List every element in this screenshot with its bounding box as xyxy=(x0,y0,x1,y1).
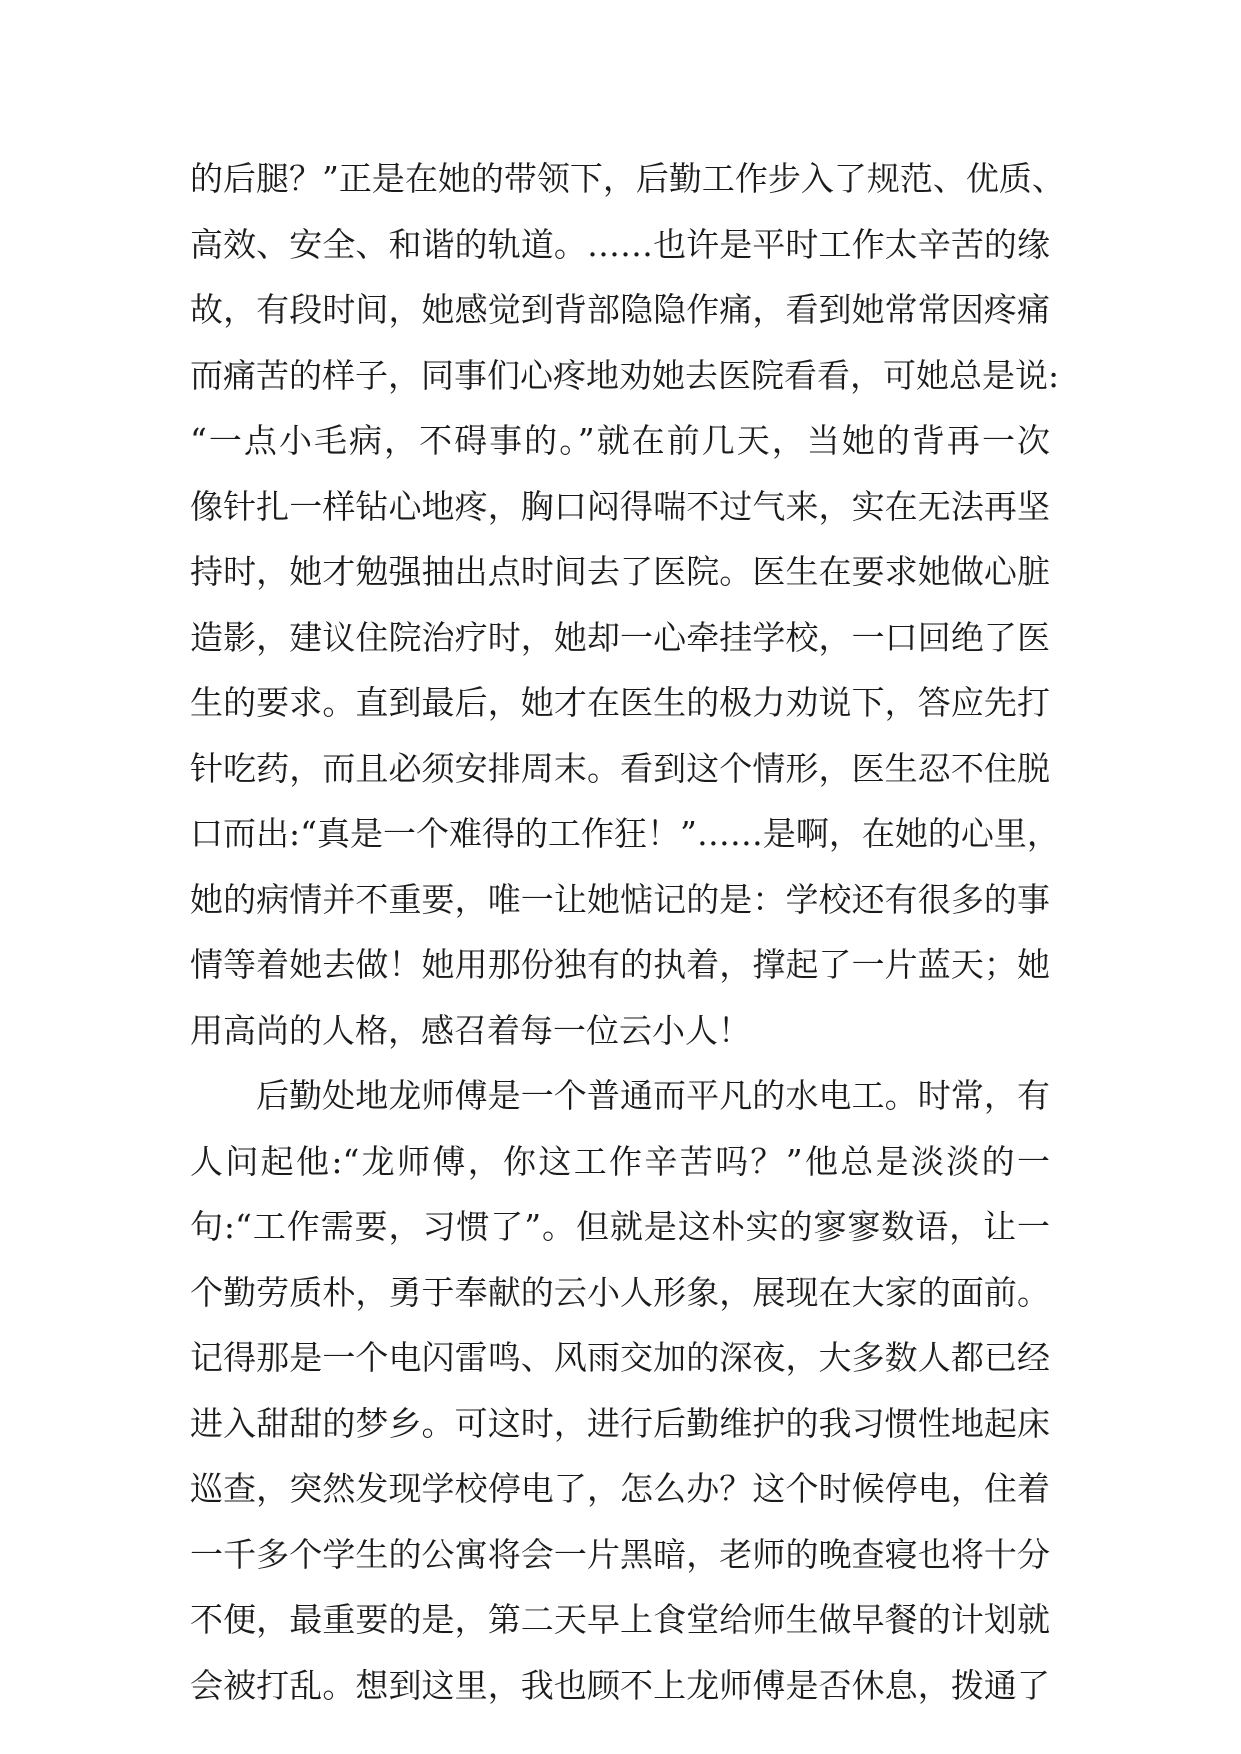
text-line: 人问起他:“龙师傅，你这工作辛苦吗？”他总是淡淡的一 xyxy=(190,1141,1050,1181)
paragraph-first-line: 后勤处地龙师傅是一个普通而平凡的水电工。时常，有 xyxy=(256,1076,1050,1115)
text-line: 像针扎一样钻心地疼，胸口闷得喘不过气来，实在无法再坚 xyxy=(190,486,1050,526)
text-line: 持时，她才勉强抽出点时间去了医院。医生在要求她做心脏 xyxy=(190,552,1050,591)
text-line: 口而出:“真是一个难得的工作狂！”……是啊，在她的心里， xyxy=(190,814,1060,853)
text-line: 故，有段时间，她感觉到背部隐隐作痛，看到她常常因疼痛 xyxy=(190,290,1050,329)
text-line: 不便，最重要的是，第二天早上食堂给师生做早餐的计划就 xyxy=(190,1600,1050,1639)
text-line: 用高尚的人格，感召着每一位云小人！ xyxy=(190,1010,751,1050)
text-line: 造影，建议住院治疗时，她却一心牵挂学校，一口回绝了医 xyxy=(190,617,1050,657)
text-line: 生的要求。直到最后，她才在医生的极力劝说下，答应先打 xyxy=(190,683,1050,722)
text-line: 高效、安全、和谐的轨道。……也许是平时工作太辛苦的缘 xyxy=(190,224,1050,264)
text-line: 记得那是一个电闪雷鸣、风雨交加的深夜，大多数人都已经 xyxy=(190,1338,1050,1377)
text-line: “一点小毛病，不碍事的。”就在前几天，当她的背再一次 xyxy=(190,421,1050,460)
text-line: 情等着她去做！她用那份独有的执着，撑起了一片蓝天；她 xyxy=(190,945,1050,984)
body-text xyxy=(190,146,1065,1718)
text-line: 针吃药，而且必须安排周末。看到这个情形，医生忍不住脱 xyxy=(190,748,1050,788)
text-line: 个勤劳质朴，勇于奉献的云小人形象，展现在大家的面前。 xyxy=(190,1272,1050,1312)
text-line: 句:“工作需要，习惯了”。但就是这朴实的寥寥数语，让一 xyxy=(190,1207,1050,1246)
text-line: 巡查，突然发现学校停电了，怎么办？这个时候停电，住着 xyxy=(190,1469,1050,1508)
text-line: 一千多个学生的公寓将会一片黑暗，老师的晚查寝也将十分 xyxy=(190,1534,1050,1574)
text-line: 的后腿？”正是在她的带领下，后勤工作步入了规范、优质、 xyxy=(190,159,1065,198)
text-line: 她的病情并不重要，唯一让她惦记的是：学校还有很多的事 xyxy=(190,879,1050,919)
text-line: 而痛苦的样子，同事们心疼地劝她去医院看看，可她总是说: xyxy=(190,355,1060,395)
text-line: 进入甜甜的梦乡。可这时，进行后勤维护的我习惯性地起床 xyxy=(190,1403,1050,1443)
text-line: 会被打乱。想到这里，我也顾不上龙师傅是否休息，拨通了 xyxy=(190,1665,1050,1705)
